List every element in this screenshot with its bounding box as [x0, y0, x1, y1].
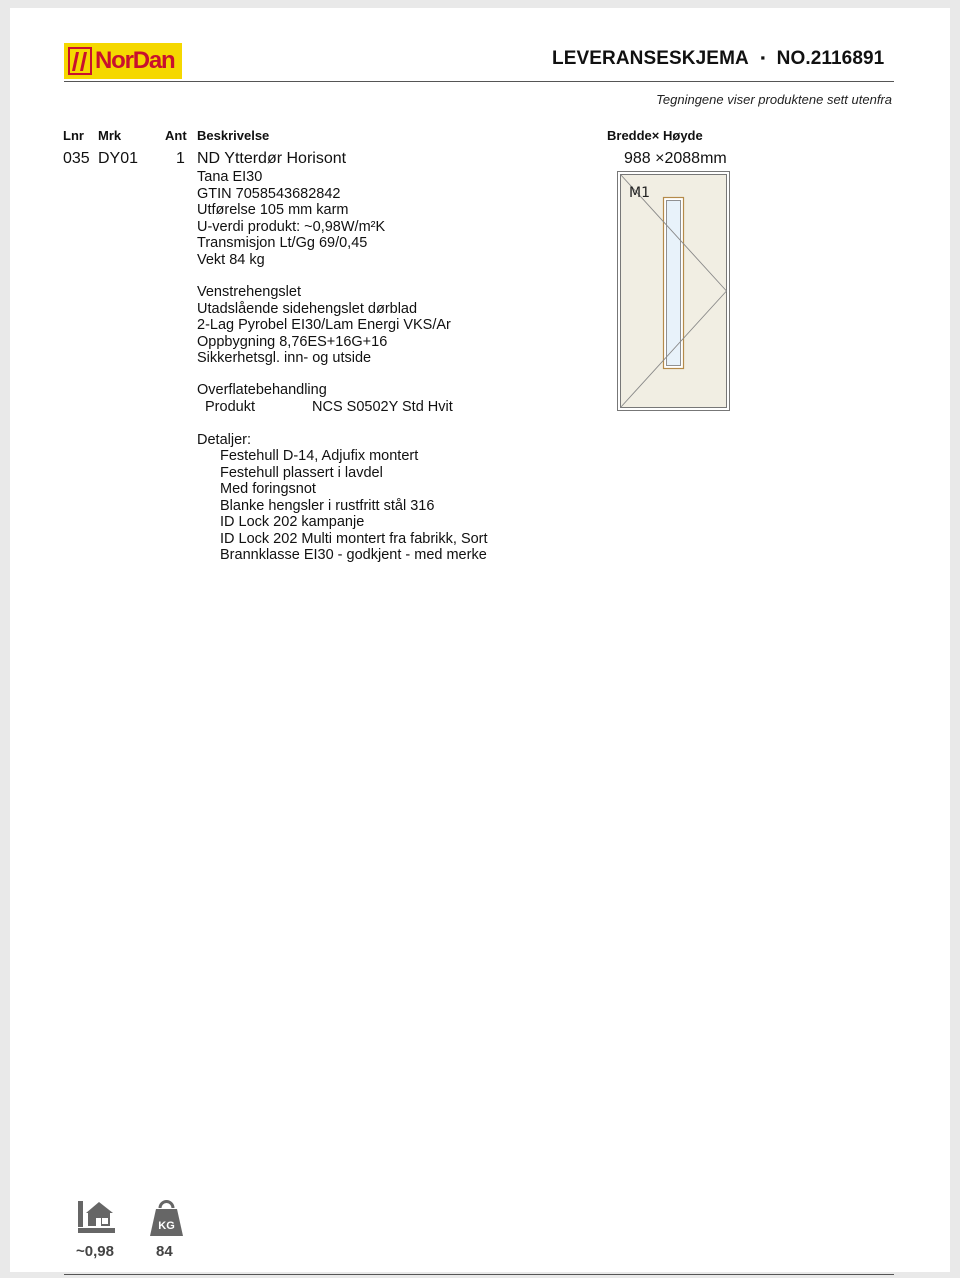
row-size: 988 ×2088mm [624, 150, 727, 167]
spec-line: Tana EI30 [197, 169, 263, 185]
door-spec-line: Utadslående sidehengslet dørblad [197, 300, 418, 317]
footer-divider [64, 1274, 894, 1275]
detail-item: Med foringsnot [220, 481, 316, 497]
door-spec-line: Venstrehengslet [197, 284, 301, 300]
spec-line: GTIN 7058543682842 [197, 185, 341, 202]
nordan-logo [64, 43, 182, 79]
col-header-ant: Ant [165, 128, 187, 143]
weight-value: 84 [156, 1243, 173, 1260]
spec-line: Transmisjon Lt/Gg 69/0,45 [197, 235, 368, 251]
brand-name: NorDan [95, 47, 175, 74]
document-title [552, 48, 884, 70]
drawing-note: Tegningene viser produktene sett utenfra [656, 92, 892, 107]
header-divider [64, 81, 894, 82]
spec-line: Vekt 84 kg [197, 251, 265, 268]
surface-label: Produkt [205, 399, 255, 415]
title-text: LEVERANSESKJEMA [552, 48, 749, 69]
row-ant: 1 [176, 150, 185, 167]
detail-item: Festehull D-14, Adjufix montert [220, 448, 419, 464]
surface-heading: Overflatebehandling [197, 382, 327, 398]
glass-pane [667, 201, 681, 366]
col-header-lnr: Lnr [63, 128, 84, 143]
detail-item: Festehull plassert i lavdel [220, 464, 383, 481]
col-header-mrk: Mrk [98, 128, 122, 143]
weight-icon-label: KG [158, 1220, 175, 1232]
door-spec-line: Oppbygning 8,76ES+16G+16 [197, 333, 388, 350]
col-header-description: Beskrivelse [197, 128, 270, 143]
spec-line: U-verdi produkt: ~0,98W/m²K [197, 218, 386, 235]
detail-item: Brannklasse EI30 - godkjent - med merke [220, 547, 487, 563]
door-drawing [617, 171, 730, 411]
door-spec-line: 2-Lag Pyrobel EI30/Lam Energi VKS/Ar [197, 317, 451, 333]
weight-kg-icon [149, 1198, 184, 1238]
document-page [10, 8, 950, 1272]
title-separator: ▪ [760, 50, 766, 65]
row-product-name: ND Ytterdør Horisont [197, 150, 347, 167]
detail-item: Blanke hengsler i rustfritt stål 316 [220, 497, 435, 514]
u-value-house-icon [77, 1198, 117, 1236]
nordan-logo-mark-icon [68, 47, 92, 75]
door-spec-line: Sikkerhetsgl. inn- og utside [197, 350, 372, 366]
details-heading: Detaljer: [197, 432, 251, 448]
row-mrk: DY01 [98, 150, 139, 167]
u-value: ~0,98 [76, 1243, 114, 1260]
row-lnr: 035 [63, 150, 90, 167]
document-number: NO.2116891 [776, 48, 885, 69]
detail-item: ID Lock 202 Multi montert fra fabrikk, Sort [220, 530, 488, 547]
spec-line: Utførelse 105 mm karm [197, 202, 349, 218]
position-mark: M1 [629, 185, 650, 201]
surface-value: NCS S0502Y Std Hvit [312, 399, 453, 415]
detail-item: ID Lock 202 kampanje [220, 514, 365, 530]
col-header-size: Bredde× Høyde [607, 128, 703, 143]
